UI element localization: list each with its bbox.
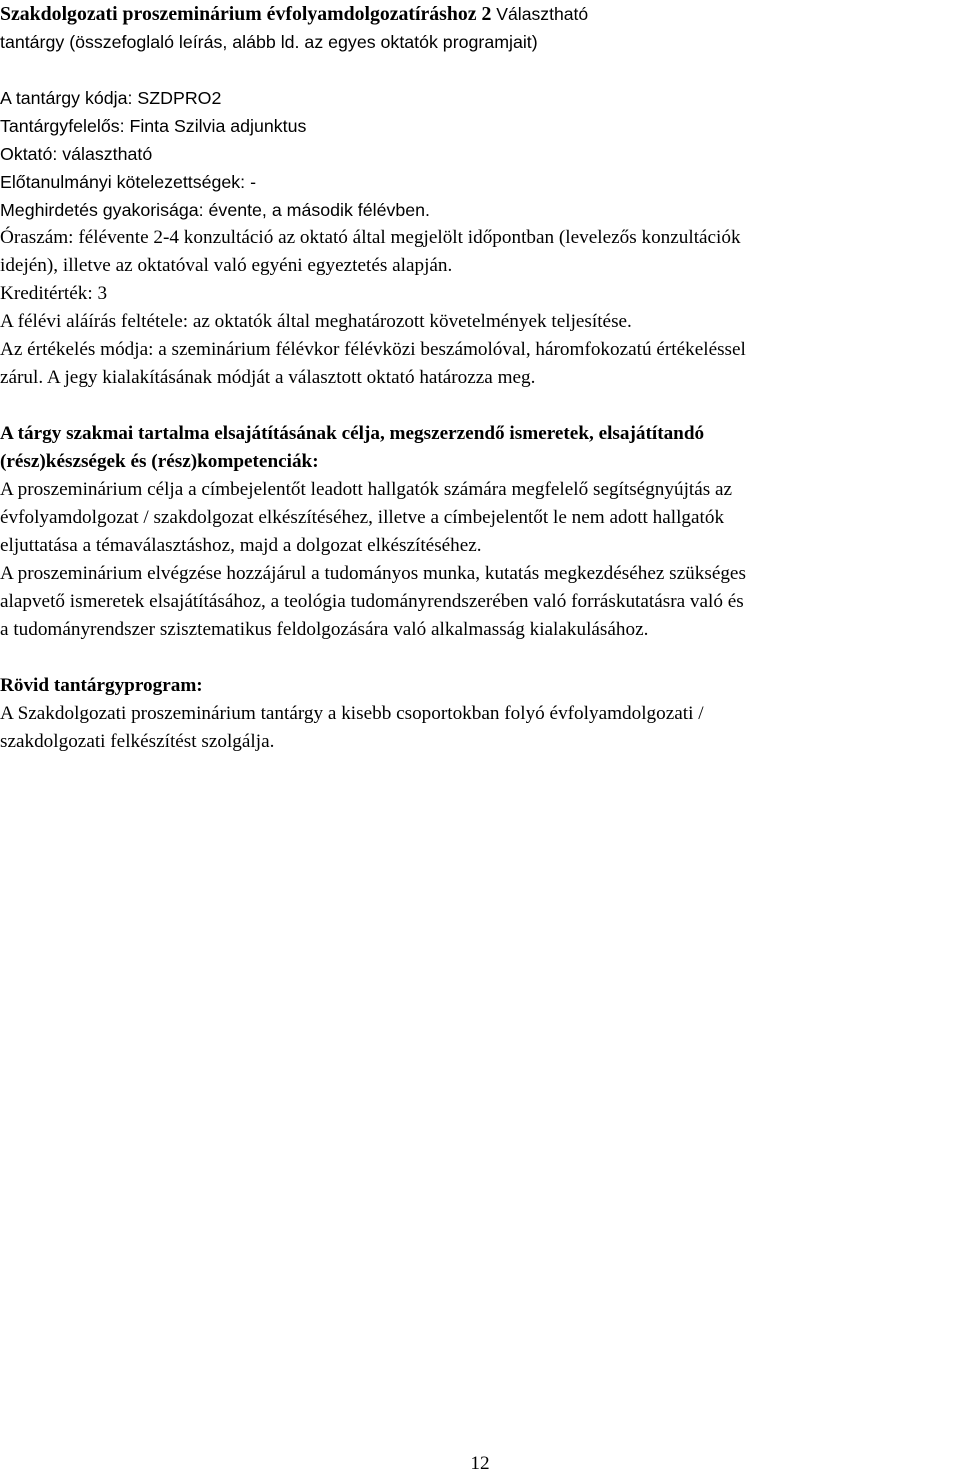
course-frequency: Meghirdetés gyakorisága: évente, a második félévben.	[0, 200, 430, 220]
document-title	[0, 0, 960, 28]
program-line-1: A Szakdolgozati proszeminárium tantárgy a kisebb csoportokban folyó évfolyamdolgozati /	[0, 703, 704, 724]
signature-condition: A félévi aláírás feltétele: az oktatók által meghatározott követelmények teljesítése.	[0, 311, 632, 332]
goals-heading-line-1: A tárgy szakmai tartalma elsajátításának célja, megszerzendő ismeretek, elsajátítandó	[0, 423, 705, 444]
page-number: 12	[470, 1453, 490, 1474]
course-code: A tantárgy kódja: SZDPRO2	[0, 88, 222, 108]
hours-line-2: idején), illetve az oktatóval való egyéni egyeztetés alapján.	[0, 255, 453, 276]
goals-heading-line-2: (rész)készségek és (rész)kompetenciák:	[0, 451, 319, 472]
course-prerequisites: Előtanulmányi kötelezettségek: -	[0, 172, 256, 192]
title-rest-part: Választható	[491, 4, 589, 24]
course-responsible: Tantárgyfelelős: Finta Szilvia adjunktus	[0, 116, 307, 136]
goals-paragraph-1-line-1: A proszeminárium célja a címbejelentőt leadott hallgatók számára megfelelő segítségnyújtás az	[0, 479, 733, 500]
program-heading: Rövid tantárgyprogram:	[0, 675, 203, 696]
goals-paragraph-2-line-3: a tudományrendszer szisztematikus feldolgozására való alkalmasság kialakulásához.	[0, 619, 649, 640]
goals-paragraph-1-line-3: eljuttatása a témaválasztáshoz, majd a dolgozat elkészítéséhez.	[0, 535, 482, 556]
goals-paragraph-2-line-1: A proszeminárium elvégzése hozzájárul a tudományos munka, kutatás megkezdéséhez szükséges	[0, 563, 746, 584]
hours-line-1: Óraszám: félévente 2-4 konzultáció az oktató által megjelölt időpontban (levelezős konzultációk	[0, 227, 741, 248]
program-line-2: szakdolgozati felkészítést szolgálja.	[0, 731, 275, 752]
evaluation-line-2: zárul. A jegy kialakításának módját a választott oktató határozza meg.	[0, 367, 536, 388]
title-line-2: tantárgy (összefoglaló leírás, alább ld. az egyes oktatók programjait)	[0, 32, 538, 52]
goals-paragraph-2-line-2: alapvető ismeretek elsajátításához, a teológia tudományrendszerében való forráskutatásra való és	[0, 591, 744, 612]
credit-value: Kreditérték: 3	[0, 283, 108, 304]
goals-paragraph-1-line-2: évfolyamdolgozat / szakdolgozat elkészítéséhez, illetve a címbejelentőt le nem adott hallgatók	[0, 507, 725, 528]
title-bold-part: Szakdolgozati proszeminárium évfolyamdolgozatíráshoz 2	[0, 3, 492, 25]
course-teacher: Oktató: választható	[0, 144, 153, 164]
evaluation-line-1: Az értékelés módja: a szeminárium félévkor félévközi beszámolóval, háromfokozatú értékeléssel	[0, 339, 746, 360]
